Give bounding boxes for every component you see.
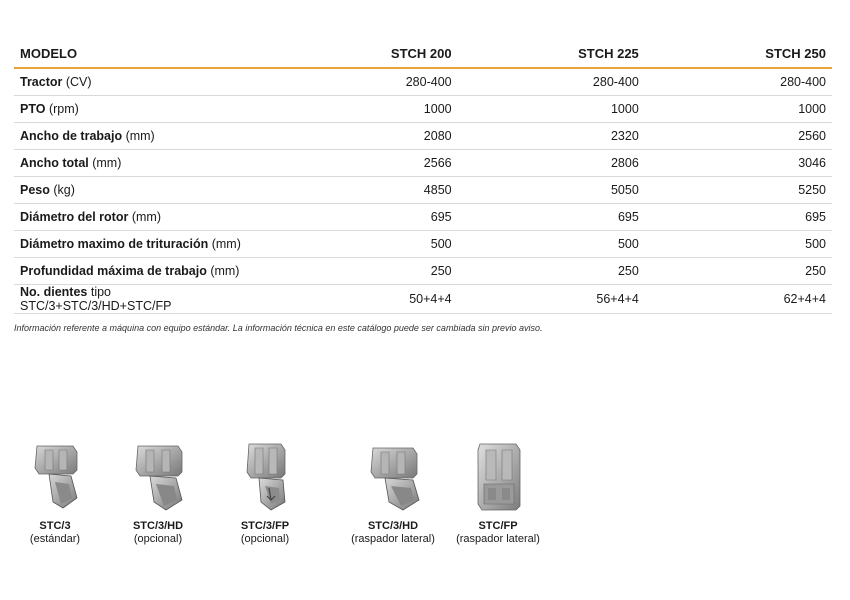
table-header-row: [14, 40, 832, 68]
row-label: [14, 177, 270, 204]
table-cell: 500: [458, 231, 645, 258]
row-label-unit: (CV): [62, 75, 92, 89]
row-label-name: Ancho total: [20, 156, 89, 170]
row-label-name: Ancho de trabajo: [20, 129, 123, 143]
row-label-unit: (mm): [122, 129, 155, 143]
tooth-subtitle: (opcional): [240, 533, 290, 545]
disclaimer-note: Información referente a máquina con equipo estándar. La información técnica en este catálogo puede ser cambiada sin previo aviso.: [14, 323, 543, 333]
column-header: MODELO: [14, 40, 270, 68]
tooth-hd-icon: [118, 440, 198, 512]
table-cell: 695: [270, 204, 457, 231]
row-label: [14, 68, 270, 96]
tooth-name: STC/3: [39, 520, 71, 532]
tooth-standard-icon: [15, 440, 95, 512]
table-row: [14, 96, 832, 123]
table-cell: 56+4+4: [458, 285, 645, 314]
table-cell: 280-400: [270, 68, 457, 96]
tooth-item: [0, 440, 110, 545]
table-cell: 500: [645, 231, 832, 258]
row-label-unit: (mm): [128, 210, 161, 224]
tooth-item: [338, 440, 448, 545]
table-cell: 5250: [645, 177, 832, 204]
tooth-subtitle: (opcional): [133, 533, 183, 545]
row-label-name: Diámetro del rotor: [20, 210, 129, 224]
table-row: [14, 123, 832, 150]
row-label-name: Diámetro maximo de trituración: [20, 237, 209, 251]
table-cell: 695: [458, 204, 645, 231]
table-row: [14, 68, 832, 96]
row-label: [14, 204, 270, 231]
tooth-fp-scraper-icon: [458, 440, 538, 512]
tooth-item: [210, 440, 320, 545]
row-label: [14, 96, 270, 123]
table-cell: 2566: [270, 150, 457, 177]
table-cell: 3046: [645, 150, 832, 177]
table-cell: 1000: [270, 96, 457, 123]
table-cell: 1000: [458, 96, 645, 123]
table-cell: 5050: [458, 177, 645, 204]
tooth-name: STC/3/FP: [240, 520, 290, 532]
tooth-name: STC/FP: [478, 520, 518, 532]
row-label-unit: (mm): [88, 156, 122, 170]
table-cell: 695: [645, 204, 832, 231]
table-cell: 62+4+4: [645, 285, 832, 314]
tooth-hd-scraper-icon: [353, 440, 433, 512]
table-row: [14, 231, 832, 258]
table-row: [14, 285, 832, 314]
row-label-unit: tipo STC/3+STC/3/HD+STC/FP: [20, 285, 172, 313]
tooth-subtitle: (raspador lateral): [456, 533, 540, 545]
table-cell: 250: [645, 258, 832, 285]
teeth-gallery: [0, 440, 850, 560]
tooth-subtitle: (raspador lateral): [351, 533, 435, 545]
row-label-name: Peso: [20, 183, 50, 197]
row-label: [14, 231, 270, 258]
row-label-unit: (kg): [49, 183, 75, 197]
row-label-name: Profundidad máxima de trabajo: [20, 264, 207, 278]
row-label-unit: (mm): [206, 264, 240, 278]
table-row: [14, 204, 832, 231]
tooth-name: STC/3/HD: [367, 520, 419, 532]
table-cell: 4850: [270, 177, 457, 204]
tooth-name: STC/3/HD: [132, 520, 184, 532]
row-label-name: Tractor: [20, 75, 63, 89]
row-label-unit: (mm): [208, 237, 241, 251]
row-label: [14, 150, 270, 177]
column-header: STCH 250: [645, 40, 832, 68]
table-cell: 2320: [458, 123, 645, 150]
row-label: [14, 123, 270, 150]
table-cell: 2560: [645, 123, 832, 150]
table-cell: 250: [270, 258, 457, 285]
tooth-item: [443, 440, 553, 545]
table-cell: 280-400: [458, 68, 645, 96]
row-label-name: No. dientes: [20, 285, 88, 299]
table-cell: 280-400: [645, 68, 832, 96]
row-label-name: PTO: [20, 102, 46, 116]
row-label: [14, 285, 270, 314]
table-cell: 1000: [645, 96, 832, 123]
table-cell: 50+4+4: [270, 285, 457, 314]
table-cell: 500: [270, 231, 457, 258]
table-cell: 2080: [270, 123, 457, 150]
row-label-unit: (rpm): [45, 102, 79, 116]
column-header: STCH 225: [458, 40, 645, 68]
tooth-subtitle: (estándar): [29, 533, 81, 545]
spec-table: [14, 40, 832, 314]
row-label: [14, 258, 270, 285]
table-row: [14, 258, 832, 285]
tooth-fp-icon: [225, 440, 305, 512]
column-header: STCH 200: [270, 40, 457, 68]
table-cell: 250: [458, 258, 645, 285]
table-row: [14, 150, 832, 177]
table-row: [14, 177, 832, 204]
tooth-item: [103, 440, 213, 545]
table-cell: 2806: [458, 150, 645, 177]
